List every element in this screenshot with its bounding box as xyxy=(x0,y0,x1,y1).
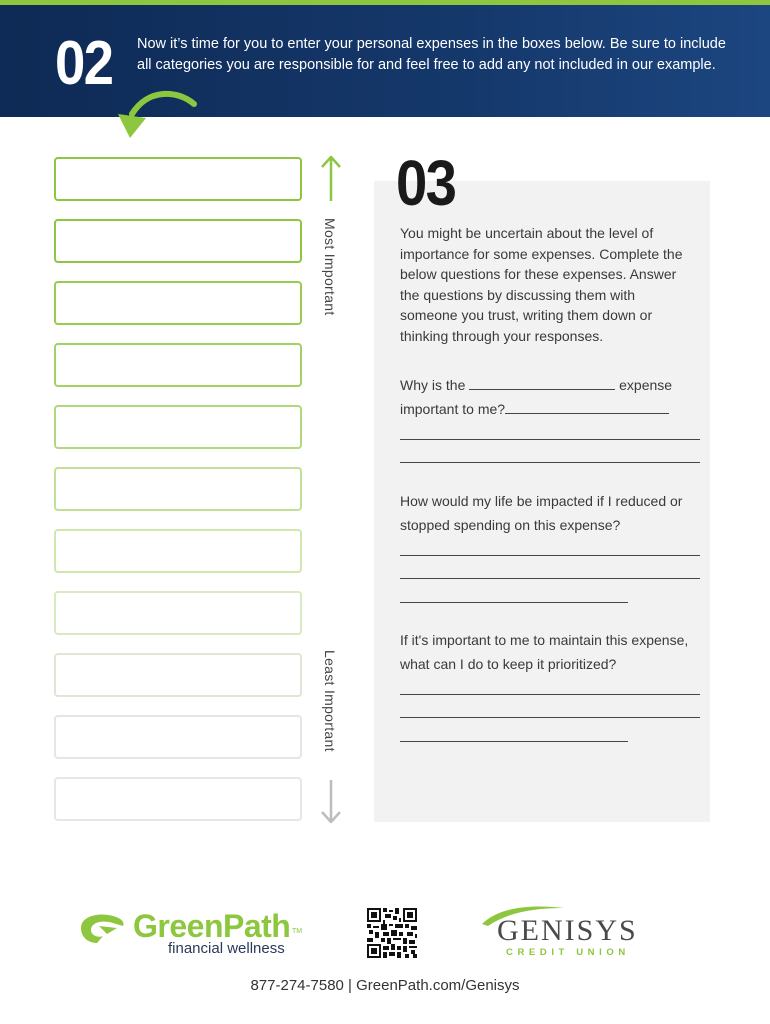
expense-box-9[interactable] xyxy=(54,653,302,697)
most-important-label: Most Important xyxy=(322,218,338,316)
question-3-answer-line-2[interactable] xyxy=(400,700,700,724)
expense-box-11[interactable] xyxy=(54,777,302,821)
question-2-answer-line-2[interactable] xyxy=(400,561,700,585)
question-3-answer-line-3[interactable] xyxy=(400,723,700,747)
question-2-text: How would my life be impacted if I reduced or stopped spending on this expense? xyxy=(400,493,683,533)
step-03-number: 03 xyxy=(396,147,456,219)
question-1 xyxy=(400,374,700,468)
expense-box-1[interactable] xyxy=(54,157,302,201)
question-3-text: If it's important to me to maintain this expense, what can I do to keep it prioritized? xyxy=(400,632,689,672)
contact-info[interactable]: 877-274-7580 | GreenPath.com/Genisys xyxy=(250,977,520,994)
genisys-tagline: CREDIT UNION xyxy=(506,947,630,958)
genisys-name: GENISYS xyxy=(497,914,638,947)
step-02-instructions: Now it’s time for you to enter your personal expenses in the boxes below. Be sure to include all categories you are responsible for and feel free to add any not included in our example. xyxy=(137,36,726,73)
expense-box-6[interactable] xyxy=(54,467,302,511)
qr-code-icon[interactable] xyxy=(367,908,417,958)
least-important-label: Least Important xyxy=(322,650,338,752)
greenpath-trademark: TM xyxy=(292,928,303,935)
step-02-number: 02 xyxy=(55,29,113,98)
question-2-answer-line-3[interactable] xyxy=(400,584,700,608)
expense-box-10[interactable] xyxy=(54,715,302,759)
step-03-intro: You might be uncertain about the level of importance for some expenses. Complete the below questions for these expenses. Answer the questions by discussing them with someone you trust, writing them down or thinking through your responses. xyxy=(400,225,683,344)
down-arrow-icon xyxy=(318,778,344,826)
question-1-answer-line-2[interactable] xyxy=(400,445,700,469)
expense-box-8[interactable] xyxy=(54,591,302,635)
question-2-answer-line-1[interactable] xyxy=(400,537,700,561)
footer-logos xyxy=(0,900,770,970)
up-arrow-icon xyxy=(318,153,344,203)
question-1-answer-line-1[interactable] xyxy=(400,421,700,445)
question-3 xyxy=(400,629,700,747)
expense-box-2[interactable] xyxy=(54,219,302,263)
question-1-expense-blank[interactable] xyxy=(469,375,615,390)
curved-arrow-icon xyxy=(108,88,203,150)
greenpath-logo-icon xyxy=(77,910,127,944)
question-1-text-b: expense xyxy=(619,377,673,393)
expense-box-7[interactable] xyxy=(54,529,302,573)
question-1-text-c: important to me? xyxy=(400,400,506,417)
step-03-panel xyxy=(374,147,710,822)
expense-box-3[interactable] xyxy=(54,281,302,325)
question-3-answer-line-1[interactable] xyxy=(400,676,700,700)
expense-box-4[interactable] xyxy=(54,343,302,387)
expense-box-5[interactable] xyxy=(54,405,302,449)
question-2 xyxy=(400,490,700,608)
greenpath-tagline: financial wellness xyxy=(168,940,285,957)
question-1-answer-blank[interactable] xyxy=(505,399,669,414)
greenpath-name: GreenPath xyxy=(133,908,291,944)
question-1-text-a: Why is the xyxy=(400,377,466,393)
